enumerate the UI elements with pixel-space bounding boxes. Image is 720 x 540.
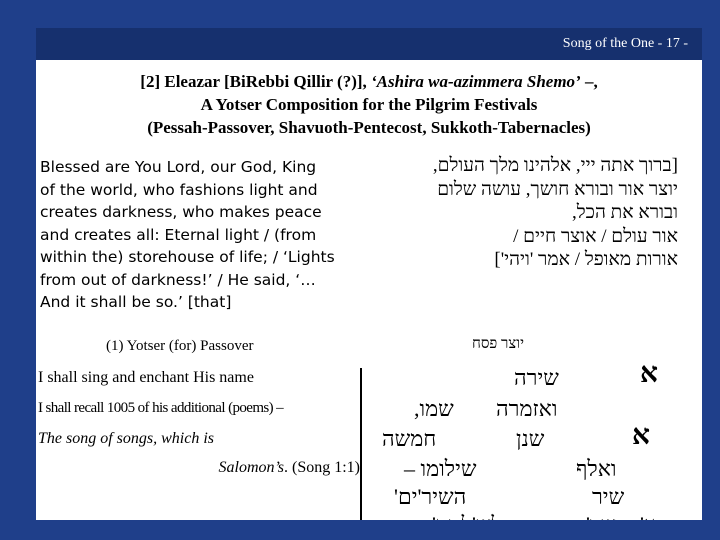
hebrew-word: ואזמרה <box>496 396 558 421</box>
hebrew-blessing-line: [ברוך אתה ייי, אלהינו מלך העולם, <box>432 155 678 176</box>
hebrew-word: שמו, <box>414 396 454 421</box>
english-blessing-line: creates darkness, who makes peace <box>40 203 322 221</box>
hebrew-aleph-2: א <box>632 420 650 451</box>
heading-line-3: (Pessah-Passover, Shavuoth-Pentecost, Sukkoth-Tabernacles) <box>147 118 591 137</box>
section-label-hebrew: יוצר פסח <box>472 336 525 352</box>
hebrew-word: שילומו – <box>404 456 477 481</box>
heading-suffix: –, <box>580 72 598 91</box>
english-blessing-line: And it shall be so.’ [that] <box>40 293 232 311</box>
hebrew-word: שיר <box>592 484 625 509</box>
heading-prefix: [2] Eleazar [BiRebbi Qillir (?)], <box>140 72 372 91</box>
english-blessing-line: from out of darkness!’ / He said, ‘… <box>40 270 316 289</box>
title-bar <box>36 28 702 60</box>
hebrew-aleph-1: א <box>640 358 658 389</box>
english-blessing-line: and creates all: Eternal light / (from <box>40 225 317 244</box>
english-blessing <box>40 156 380 314</box>
hebrew-blessing-line: אורות מאופל / אמר 'ויהי'] <box>494 249 678 270</box>
hebrew-word: שירה <box>514 365 559 390</box>
poem-english-line-3: The song of songs, which is <box>38 430 215 447</box>
english-blessing-line: of the world, who fashions light and <box>40 180 318 199</box>
hebrew-blessing-line: יוצר אור ובורא חושך, עושה שלום <box>437 178 678 200</box>
top-frame <box>0 0 720 28</box>
bottom-frame <box>0 520 720 540</box>
page-title: Song of the One - 17 - <box>562 36 688 51</box>
hebrew-word: שנן <box>516 426 545 451</box>
slide-heading <box>36 70 702 139</box>
poem-english-reference: . (Song 1:1) <box>284 459 360 476</box>
hebrew-blessing-line: אור עולם / אוצר חיים / <box>513 225 678 247</box>
english-blessing-line: within the) storehouse of life; / ‘Lights <box>40 248 335 266</box>
hebrew-word: השיר'ים' <box>394 484 467 509</box>
poem-english-salomon: Salomon’s <box>218 459 284 476</box>
hebrew-word: חמשה <box>382 426 437 451</box>
hebrew-blessing <box>378 154 678 272</box>
poem-english-line-2: I shall recall 1005 of his additional (poems) – <box>38 400 284 416</box>
heading-line-1 <box>36 70 702 93</box>
poem-english-line-1: I shall sing and enchant His name <box>38 369 254 386</box>
hebrew-word: ואלף <box>576 456 617 481</box>
slide-content <box>36 60 702 520</box>
heading-line-2: A Yotser Composition for the Pilgrim Festivals <box>200 95 538 114</box>
column-divider <box>360 368 362 520</box>
section-label-english: (1) Yotser (for) Passover <box>106 338 254 354</box>
poem-english-line-4 <box>219 459 361 477</box>
heading-title-italic: ‘Ashira wa-azimmera Shemo’ <box>371 72 581 91</box>
hebrew-blessing-line: ובורא את הכל, <box>572 202 678 223</box>
english-blessing-line: Blessed are You Lord, our God, King <box>40 158 317 176</box>
